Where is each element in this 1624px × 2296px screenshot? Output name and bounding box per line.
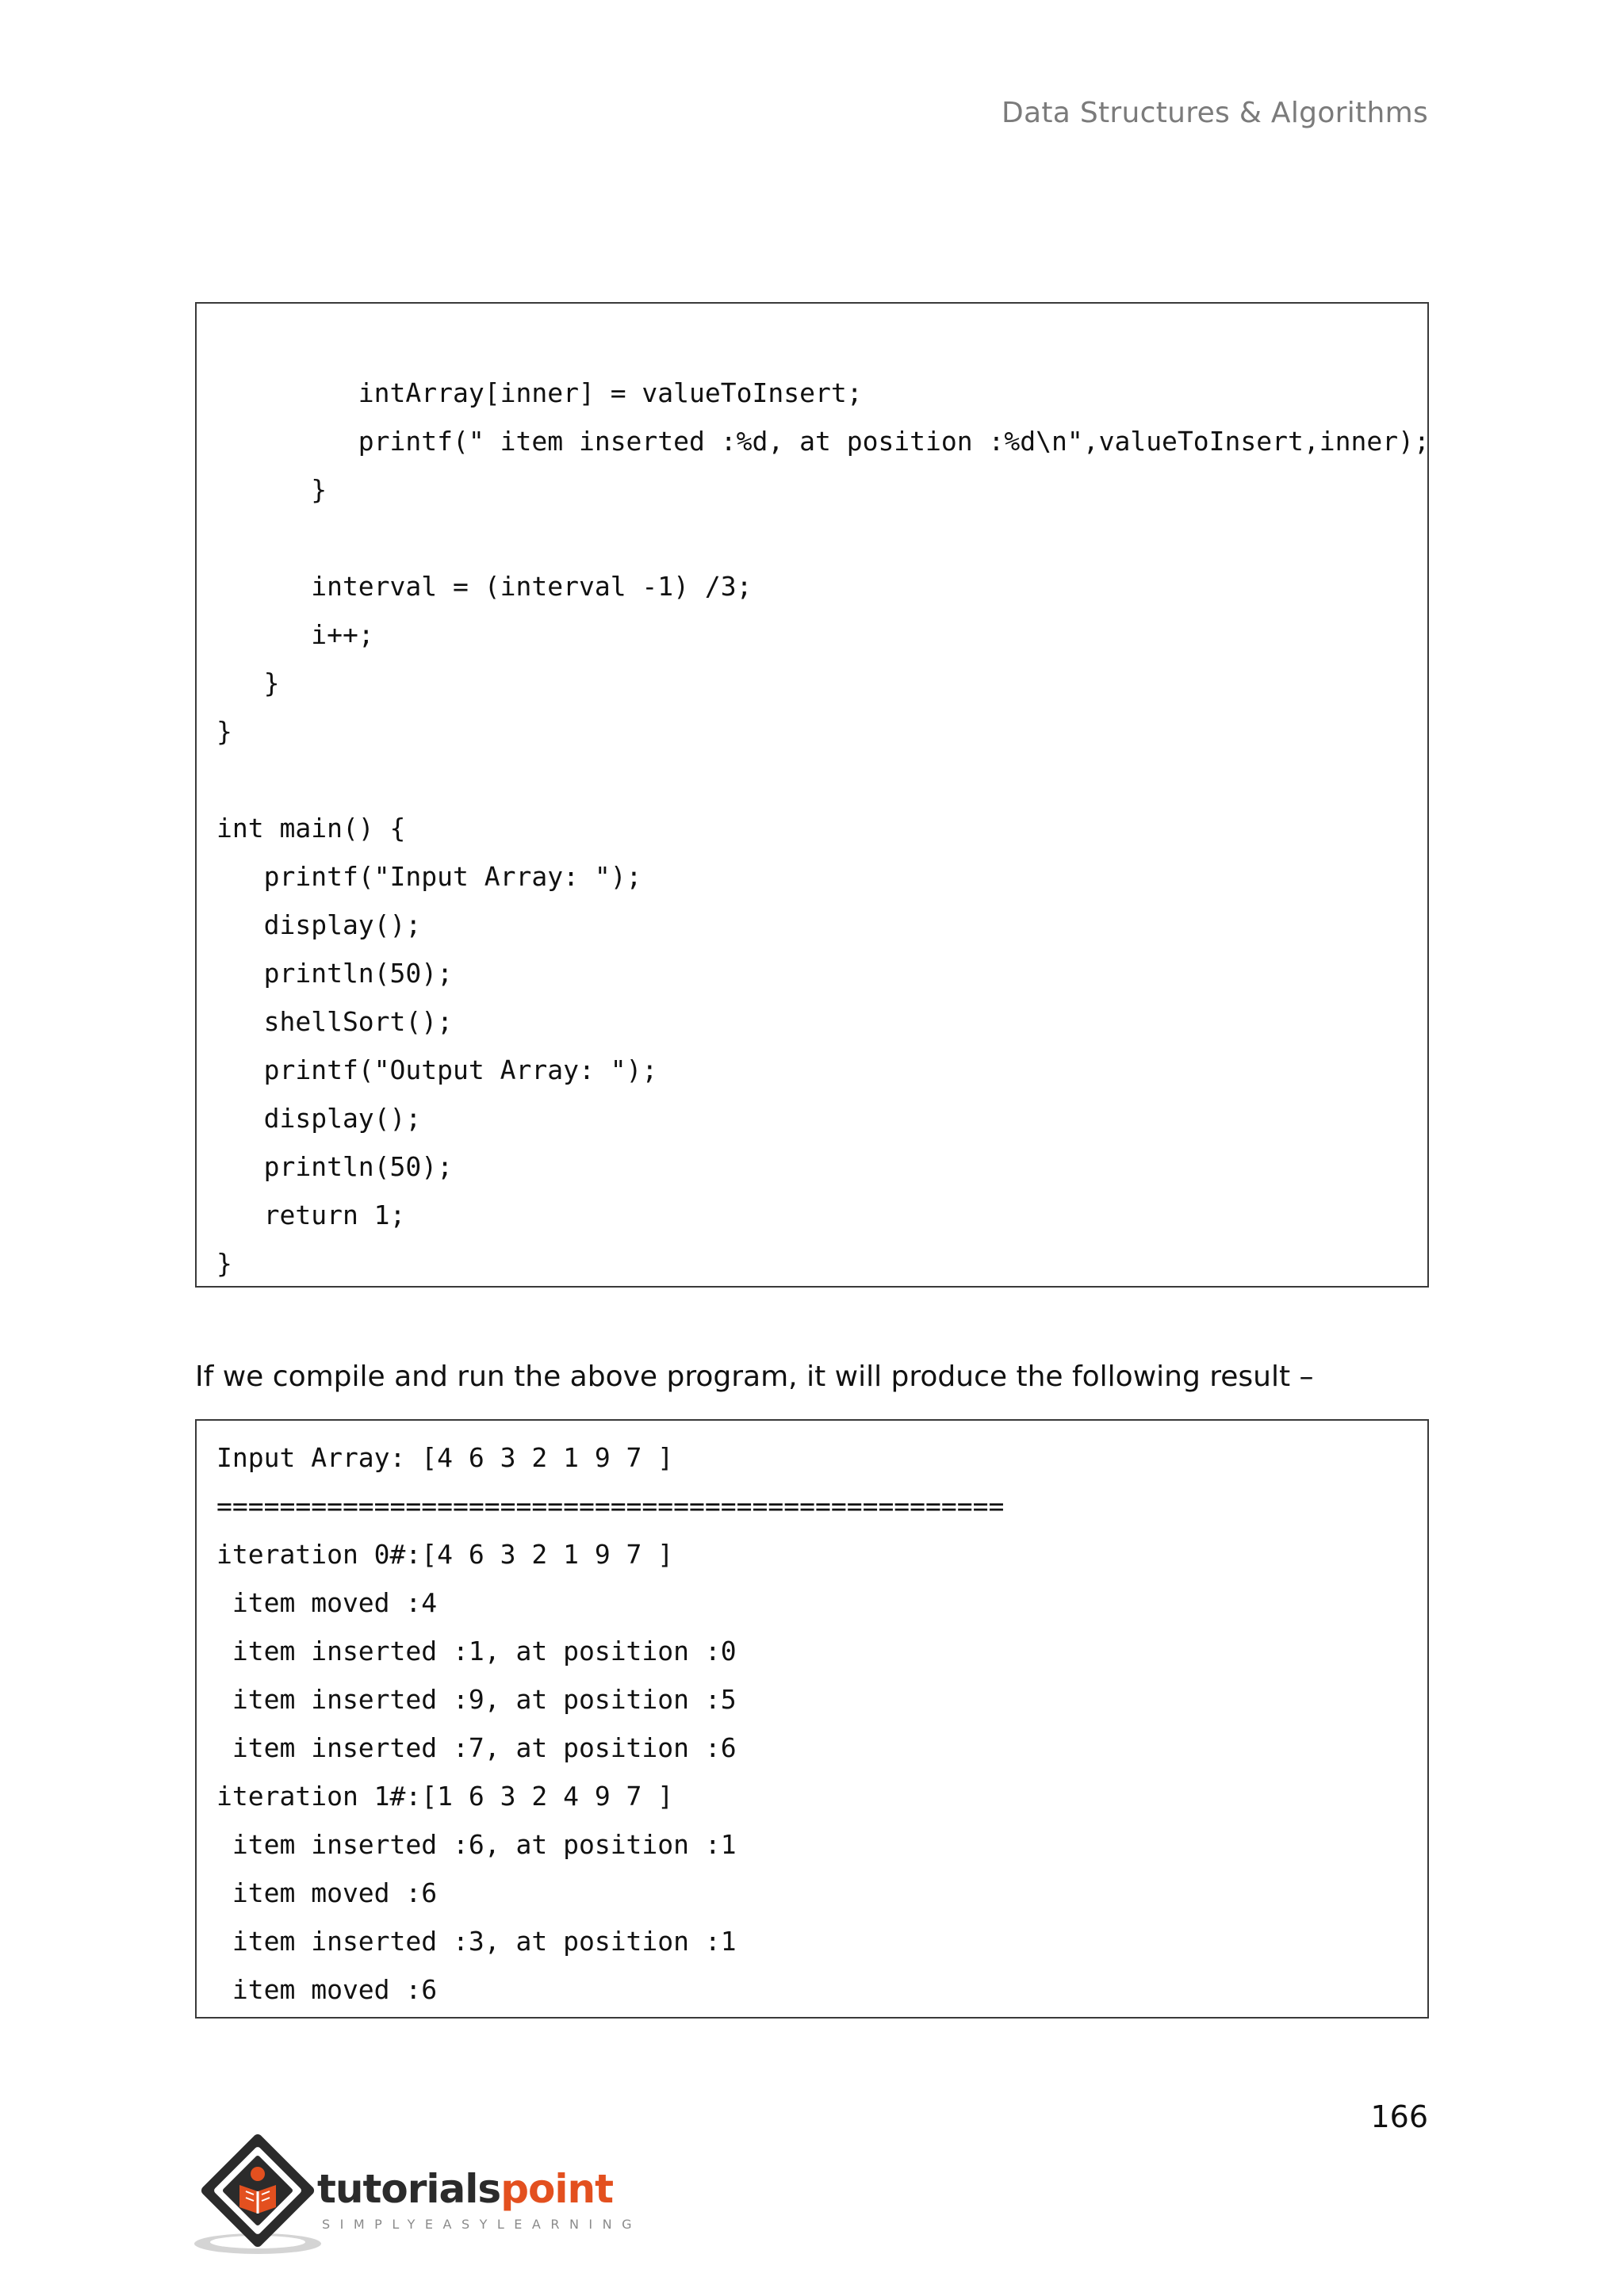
output-line: item moved :6: [216, 1974, 438, 2005]
code-line: display();: [216, 909, 422, 940]
code-line: printf(" item inserted :%d, at position :%d\n",valueToInsert,inner);: [216, 426, 1430, 457]
page-number: 166: [1370, 2099, 1428, 2134]
output-line: item inserted :1, at position :0: [216, 1636, 737, 1667]
output-line: item inserted :7, at position :6: [216, 1732, 737, 1763]
code-line: }: [216, 668, 280, 698]
code-line: printf("Output Array: ");: [216, 1054, 658, 1085]
code-line: display();: [216, 1103, 422, 1134]
code-line: intArray[inner] = valueToInsert;: [216, 377, 863, 408]
code-line: println(50);: [216, 958, 454, 989]
code-line: }: [216, 716, 232, 747]
code-line: i++;: [216, 619, 374, 650]
output-line: item inserted :3, at position :1: [216, 1926, 737, 1957]
code-line: interval = (interval -1) /3;: [216, 571, 753, 602]
tutorialspoint-logo: [190, 2125, 642, 2260]
output-line: Input Array: [4 6 3 2 1 9 7 ]: [216, 1442, 674, 1473]
code-block: [195, 302, 1429, 1288]
output-line: iteration 0#:[4 6 3 2 1 9 7 ]: [216, 1539, 674, 1570]
logo-wordmark-part1: tutorials: [317, 2166, 501, 2212]
code-line: int main() {: [216, 813, 406, 844]
code-line: return 1;: [216, 1200, 406, 1230]
code-line: [197, 756, 1427, 804]
code-line: println(50);: [216, 1151, 454, 1182]
output-block: [195, 1419, 1429, 2019]
output-line: item inserted :6, at position :1: [216, 1829, 737, 1860]
output-line: item moved :6: [216, 1877, 438, 1908]
output-line: item moved :4: [216, 1587, 438, 1618]
output-line: item inserted :9, at position :5: [216, 1684, 737, 1715]
code-line: printf("Input Array: ");: [216, 861, 642, 892]
output-line: iteration 1#:[1 6 3 2 4 9 7 ]: [216, 1781, 674, 1812]
code-line: }: [216, 474, 327, 505]
code-line: [197, 514, 1427, 562]
logo-emblem-icon: [190, 2125, 325, 2260]
running-header: Data Structures & Algorithms: [1001, 97, 1428, 129]
code-line: }: [216, 1248, 232, 1279]
logo-wordmark-part2: point: [500, 2166, 613, 2212]
code-line: shellSort();: [216, 1006, 454, 1037]
logo-wordmark: [317, 2166, 613, 2212]
logo-tagline: SIMPLYEASYLEARNING: [322, 2217, 642, 2232]
result-intro-paragraph: If we compile and run the above program, it will produce the following result –: [195, 1360, 1314, 1393]
output-line: ==================================================: [216, 1490, 1005, 1521]
